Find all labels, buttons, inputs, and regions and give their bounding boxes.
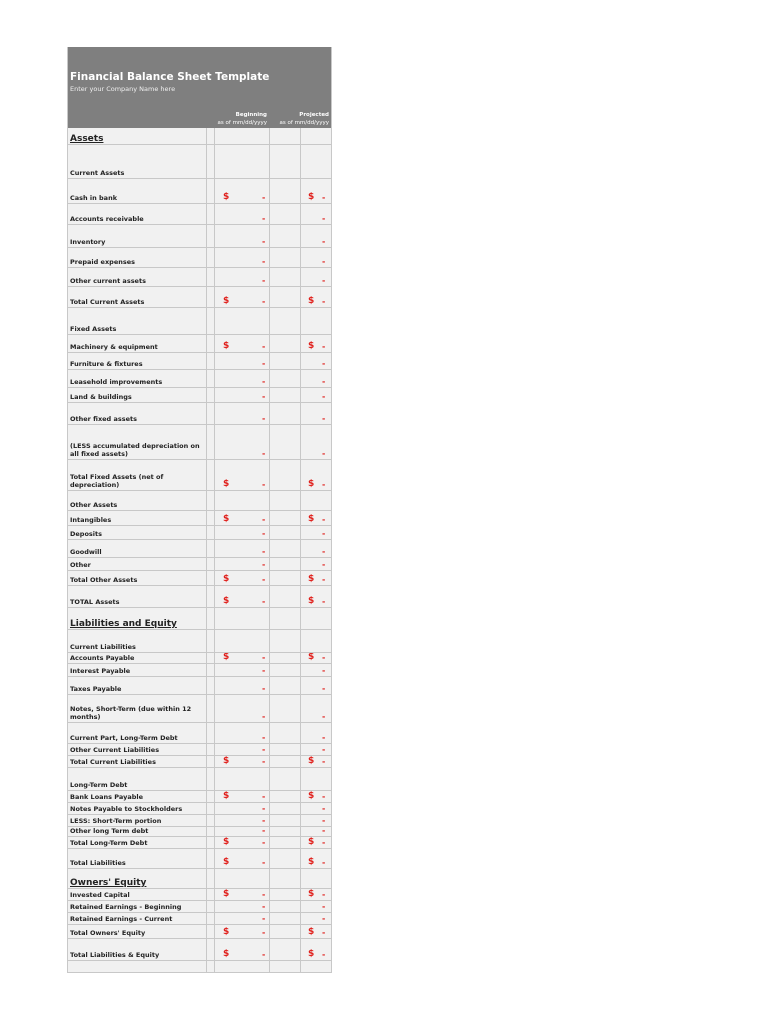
- row-label: Liabilities and Equity: [70, 619, 177, 629]
- projected-currency-symbol: $: [308, 341, 315, 351]
- beginning-value[interactable]: -: [262, 214, 266, 223]
- grid-row-line: [68, 790, 331, 791]
- row-label: Land & buildings: [70, 393, 132, 401]
- sheet-row: [68, 924, 331, 938]
- sheet-row: [68, 144, 331, 178]
- projected-value[interactable]: -: [322, 276, 326, 285]
- grid-row-line: [68, 836, 331, 837]
- beginning-value[interactable]: -: [262, 928, 266, 937]
- projected-value[interactable]: -: [322, 237, 326, 246]
- projected-value[interactable]: -: [322, 712, 326, 721]
- row-label: Other Assets: [70, 501, 118, 509]
- beginning-currency-symbol: $: [223, 514, 230, 524]
- row-label: Furniture & fixtures: [70, 360, 143, 368]
- row-label: Accounts receivable: [70, 215, 144, 223]
- beginning-value[interactable]: -: [262, 712, 266, 721]
- grid-row-line: [68, 676, 331, 677]
- row-label: Retained Earnings - Current: [70, 915, 173, 923]
- grid-row-line: [68, 938, 331, 939]
- beginning-value[interactable]: -: [262, 575, 266, 584]
- grid-row-line: [68, 144, 331, 145]
- grid-row-line: [68, 510, 331, 511]
- beginning-value[interactable]: -: [262, 914, 266, 923]
- sheet-row: [68, 424, 331, 459]
- row-label: Other: [70, 561, 91, 569]
- beginning-value[interactable]: -: [262, 547, 266, 556]
- projected-value[interactable]: -: [322, 377, 326, 386]
- projected-value[interactable]: -: [322, 547, 326, 556]
- beginning-value[interactable]: -: [262, 237, 266, 246]
- beginning-currency-symbol: $: [223, 949, 230, 959]
- grid-row-line: [68, 652, 331, 653]
- projected-value[interactable]: -: [322, 214, 326, 223]
- sheet-row: [68, 767, 331, 790]
- sheet-row: [68, 755, 331, 767]
- projected-value[interactable]: -: [322, 950, 326, 959]
- row-label: Machinery & equipment: [70, 343, 158, 351]
- projected-value[interactable]: -: [322, 745, 326, 754]
- row-label: Total Fixed Assets (net of depreciation): [70, 473, 164, 489]
- beginning-value[interactable]: -: [262, 826, 266, 835]
- sheet-row: [68, 459, 331, 490]
- row-label: Notes, Short-Term (due within 12 months): [70, 705, 192, 721]
- balance-sheet: [67, 47, 332, 973]
- projected-currency-symbol: $: [308, 652, 315, 662]
- sheet-row: [68, 307, 331, 334]
- row-label: TOTAL Assets: [70, 598, 120, 606]
- projected-value[interactable]: -: [322, 529, 326, 538]
- projected-value[interactable]: -: [322, 914, 326, 923]
- grid-row-line: [68, 924, 331, 925]
- row-label: Total Owners' Equity: [70, 929, 146, 937]
- beginning-value[interactable]: -: [262, 257, 266, 266]
- beginning-value[interactable]: -: [262, 359, 266, 368]
- row-label: Current Assets: [70, 169, 125, 177]
- projected-currency-symbol: $: [308, 574, 315, 584]
- sheet-row: [68, 203, 331, 224]
- beginning-value[interactable]: -: [262, 392, 266, 401]
- row-label: Invested Capital: [70, 891, 130, 899]
- beginning-value[interactable]: -: [262, 757, 266, 766]
- sheet-row: [68, 868, 331, 888]
- projected-value[interactable]: -: [322, 342, 326, 351]
- sheet-row: [68, 585, 331, 607]
- beginning-currency-symbol: $: [223, 192, 230, 202]
- projected-currency-symbol: $: [308, 296, 315, 306]
- sheet-title: Financial Balance Sheet Template: [70, 71, 270, 83]
- row-label: Other fixed assets: [70, 415, 137, 423]
- projected-value[interactable]: -: [322, 733, 326, 742]
- grid-row-line: [68, 402, 331, 403]
- sheet-row: [68, 334, 331, 352]
- grid-row-line: [68, 607, 331, 608]
- sheet-row: [68, 938, 331, 960]
- projected-label: Projected: [299, 112, 329, 118]
- beginning-value[interactable]: -: [262, 684, 266, 693]
- row-label: Leasehold improvements: [70, 378, 163, 386]
- beginning-currency-symbol: $: [223, 837, 230, 847]
- grid-row-line: [68, 459, 331, 460]
- sheet-row: [68, 802, 331, 814]
- projected-value[interactable]: -: [322, 890, 326, 899]
- grid-row-line: [68, 203, 331, 204]
- projected-currency-symbol: $: [308, 514, 315, 524]
- projected-currency-symbol: $: [308, 949, 315, 959]
- row-label: Total Long-Term Debt: [70, 839, 148, 847]
- beginning-value[interactable]: -: [262, 377, 266, 386]
- projected-column-header: [280, 111, 329, 127]
- projected-value[interactable]: -: [322, 480, 326, 489]
- projected-value[interactable]: -: [322, 792, 326, 801]
- grid-row-line: [68, 424, 331, 425]
- sheet-row: [68, 888, 331, 900]
- sheet-row: [68, 743, 331, 755]
- row-label: Long-Term Debt: [70, 781, 128, 789]
- beginning-value[interactable]: -: [262, 276, 266, 285]
- projected-currency-symbol: $: [308, 857, 315, 867]
- beginning-date: as of mm/dd/yyyy: [217, 120, 267, 126]
- sheet-row: [68, 814, 331, 826]
- beginning-value[interactable]: -: [262, 816, 266, 825]
- row-label: LESS: Short-Term portion: [70, 817, 162, 825]
- row-label: Current Liabilities: [70, 643, 136, 651]
- beginning-value[interactable]: -: [262, 449, 266, 458]
- beginning-value[interactable]: -: [262, 560, 266, 569]
- sheet-grid: [68, 128, 331, 972]
- grid-row-line: [68, 960, 331, 961]
- projected-value[interactable]: -: [322, 666, 326, 675]
- row-label: Deposits: [70, 530, 102, 538]
- grid-row-line: [68, 900, 331, 901]
- projected-currency-symbol: $: [308, 889, 315, 899]
- beginning-value[interactable]: -: [262, 193, 266, 202]
- beginning-value[interactable]: -: [262, 666, 266, 675]
- grid-row-line: [68, 557, 331, 558]
- beginning-value[interactable]: -: [262, 890, 266, 899]
- grid-row-line: [68, 334, 331, 335]
- grid-row-line: [68, 286, 331, 287]
- beginning-currency-symbol: $: [223, 791, 230, 801]
- projected-currency-symbol: $: [308, 927, 315, 937]
- grid-row-line: [68, 267, 331, 268]
- beginning-value[interactable]: -: [262, 414, 266, 423]
- grid-row-line: [68, 585, 331, 586]
- sheet-row: [68, 402, 331, 424]
- grid-row-line: [68, 743, 331, 744]
- row-label: Accounts Payable: [70, 654, 135, 662]
- beginning-value[interactable]: -: [262, 858, 266, 867]
- projected-value[interactable]: -: [322, 392, 326, 401]
- grid-row-line: [68, 629, 331, 630]
- beginning-value[interactable]: -: [262, 902, 266, 911]
- grid-row-line: [68, 848, 331, 849]
- row-label: Other Current Liabilities: [70, 746, 160, 754]
- row-label: Total Other Assets: [70, 576, 138, 584]
- company-name-field[interactable]: Enter your Company Name here: [70, 85, 176, 93]
- beginning-column-header: [218, 111, 267, 127]
- row-label: Prepaid expenses: [70, 258, 135, 266]
- grid-row-line: [68, 767, 331, 768]
- sheet-row: [68, 570, 331, 585]
- beginning-currency-symbol: $: [223, 857, 230, 867]
- projected-value[interactable]: -: [322, 597, 326, 606]
- sheet-row: [68, 663, 331, 676]
- sheet-header: [68, 47, 331, 128]
- projected-value[interactable]: -: [322, 858, 326, 867]
- sheet-row: [68, 178, 331, 203]
- sheet-row: [68, 387, 331, 402]
- sheet-row: [68, 607, 331, 629]
- beginning-value[interactable]: -: [262, 342, 266, 351]
- beginning-value[interactable]: -: [262, 950, 266, 959]
- grid-row-line: [68, 490, 331, 491]
- projected-value[interactable]: -: [322, 297, 326, 306]
- projected-value[interactable]: -: [322, 414, 326, 423]
- grid-row-line: [68, 369, 331, 370]
- grid-row-line: [68, 802, 331, 803]
- sheet-row: [68, 722, 331, 743]
- grid-row-line: [68, 224, 331, 225]
- row-label: Notes Payable to Stockholders: [70, 805, 183, 813]
- projected-currency-symbol: $: [308, 756, 315, 766]
- projected-value[interactable]: -: [322, 826, 326, 835]
- projected-currency-symbol: $: [308, 791, 315, 801]
- grid-row-line: [68, 663, 331, 664]
- grid-row-line: [68, 307, 331, 308]
- row-label: Total Liabilities & Equity: [70, 951, 160, 959]
- row-label: Interest Payable: [70, 667, 131, 675]
- projected-value[interactable]: -: [322, 193, 326, 202]
- grid-row-line: [68, 826, 331, 827]
- beginning-value[interactable]: -: [262, 297, 266, 306]
- beginning-currency-symbol: $: [223, 756, 230, 766]
- row-label: Taxes Payable: [70, 685, 122, 693]
- sheet-row: [68, 900, 331, 912]
- sheet-row: [68, 848, 331, 868]
- sheet-row: [68, 539, 331, 557]
- beginning-currency-symbol: $: [223, 889, 230, 899]
- grid-row-line: [68, 570, 331, 571]
- sheet-row: [68, 790, 331, 802]
- beginning-value[interactable]: -: [262, 597, 266, 606]
- beginning-currency-symbol: $: [223, 479, 230, 489]
- grid-row-line: [68, 525, 331, 526]
- row-label: Total Liabilities: [70, 859, 126, 867]
- sheet-row: [68, 267, 331, 286]
- projected-value[interactable]: -: [322, 757, 326, 766]
- beginning-currency-symbol: $: [223, 574, 230, 584]
- grid-row-line: [68, 912, 331, 913]
- row-label: Intangibles: [70, 516, 112, 524]
- sheet-row: [68, 525, 331, 539]
- beginning-value[interactable]: -: [262, 733, 266, 742]
- projected-value[interactable]: -: [322, 359, 326, 368]
- beginning-label: Beginning: [235, 112, 267, 118]
- grid-row-line: [68, 539, 331, 540]
- sheet-row: [68, 912, 331, 924]
- grid-row-line: [68, 755, 331, 756]
- projected-value[interactable]: -: [322, 684, 326, 693]
- grid-row-line: [68, 722, 331, 723]
- projected-value[interactable]: -: [322, 653, 326, 662]
- grid-row-line: [68, 694, 331, 695]
- row-label: Owners' Equity: [70, 878, 147, 888]
- beginning-value[interactable]: -: [262, 745, 266, 754]
- projected-currency-symbol: $: [308, 192, 315, 202]
- row-label: Inventory: [70, 238, 106, 246]
- beginning-value[interactable]: -: [262, 529, 266, 538]
- grid-row-line: [68, 178, 331, 179]
- row-label: Total Current Liabilities: [70, 758, 156, 766]
- grid-row-line: [68, 888, 331, 889]
- row-label: Retained Earnings - Beginning: [70, 903, 182, 911]
- beginning-currency-symbol: $: [223, 341, 230, 351]
- projected-value[interactable]: -: [322, 816, 326, 825]
- sheet-row: [68, 694, 331, 722]
- row-label: Other long Term debt: [70, 827, 149, 835]
- projected-value[interactable]: -: [322, 902, 326, 911]
- projected-value[interactable]: -: [322, 575, 326, 584]
- row-label: Goodwill: [70, 548, 102, 556]
- row-label: Other current assets: [70, 277, 146, 285]
- grid-row-line: [68, 387, 331, 388]
- grid-row-line: [68, 247, 331, 248]
- beginning-currency-symbol: $: [223, 927, 230, 937]
- sheet-row: [68, 629, 331, 652]
- sheet-row: [68, 286, 331, 307]
- beginning-currency-symbol: $: [223, 596, 230, 606]
- projected-currency-symbol: $: [308, 596, 315, 606]
- sheet-row: [68, 369, 331, 387]
- beginning-value[interactable]: -: [262, 653, 266, 662]
- row-label: Total Current Assets: [70, 298, 145, 306]
- beginning-currency-symbol: $: [223, 652, 230, 662]
- projected-date: as of mm/dd/yyyy: [279, 120, 329, 126]
- sheet-row: [68, 510, 331, 525]
- row-label: Assets: [70, 134, 104, 144]
- beginning-value[interactable]: -: [262, 515, 266, 524]
- projected-value[interactable]: -: [322, 560, 326, 569]
- grid-row-line: [68, 352, 331, 353]
- sheet-row: [68, 490, 331, 510]
- projected-value[interactable]: -: [322, 257, 326, 266]
- row-label: Bank Loans Payable: [70, 793, 143, 801]
- beginning-value[interactable]: -: [262, 480, 266, 489]
- projected-currency-symbol: $: [308, 479, 315, 489]
- sheet-row: [68, 352, 331, 369]
- sheet-row: [68, 652, 331, 663]
- projected-value[interactable]: -: [322, 515, 326, 524]
- row-label: Cash in bank: [70, 194, 118, 202]
- projected-currency-symbol: $: [308, 837, 315, 847]
- sheet-row: [68, 557, 331, 570]
- row-label: (LESS accumulated depreciation on all fixed assets): [70, 442, 200, 458]
- beginning-value[interactable]: -: [262, 838, 266, 847]
- sheet-row: [68, 128, 331, 144]
- beginning-value[interactable]: -: [262, 792, 266, 801]
- beginning-value[interactable]: -: [262, 804, 266, 813]
- sheet-row: [68, 836, 331, 848]
- sheet-row: [68, 224, 331, 247]
- sheet-row: [68, 247, 331, 267]
- projected-value[interactable]: -: [322, 928, 326, 937]
- beginning-currency-symbol: $: [223, 296, 230, 306]
- sheet-row: [68, 676, 331, 694]
- grid-row-line: [68, 814, 331, 815]
- sheet-row: [68, 826, 331, 836]
- projected-value[interactable]: -: [322, 804, 326, 813]
- projected-value[interactable]: -: [322, 449, 326, 458]
- row-label: Fixed Assets: [70, 325, 117, 333]
- grid-row-line: [68, 868, 331, 869]
- projected-value[interactable]: -: [322, 838, 326, 847]
- row-label: Current Part, Long-Term Debt: [70, 734, 178, 742]
